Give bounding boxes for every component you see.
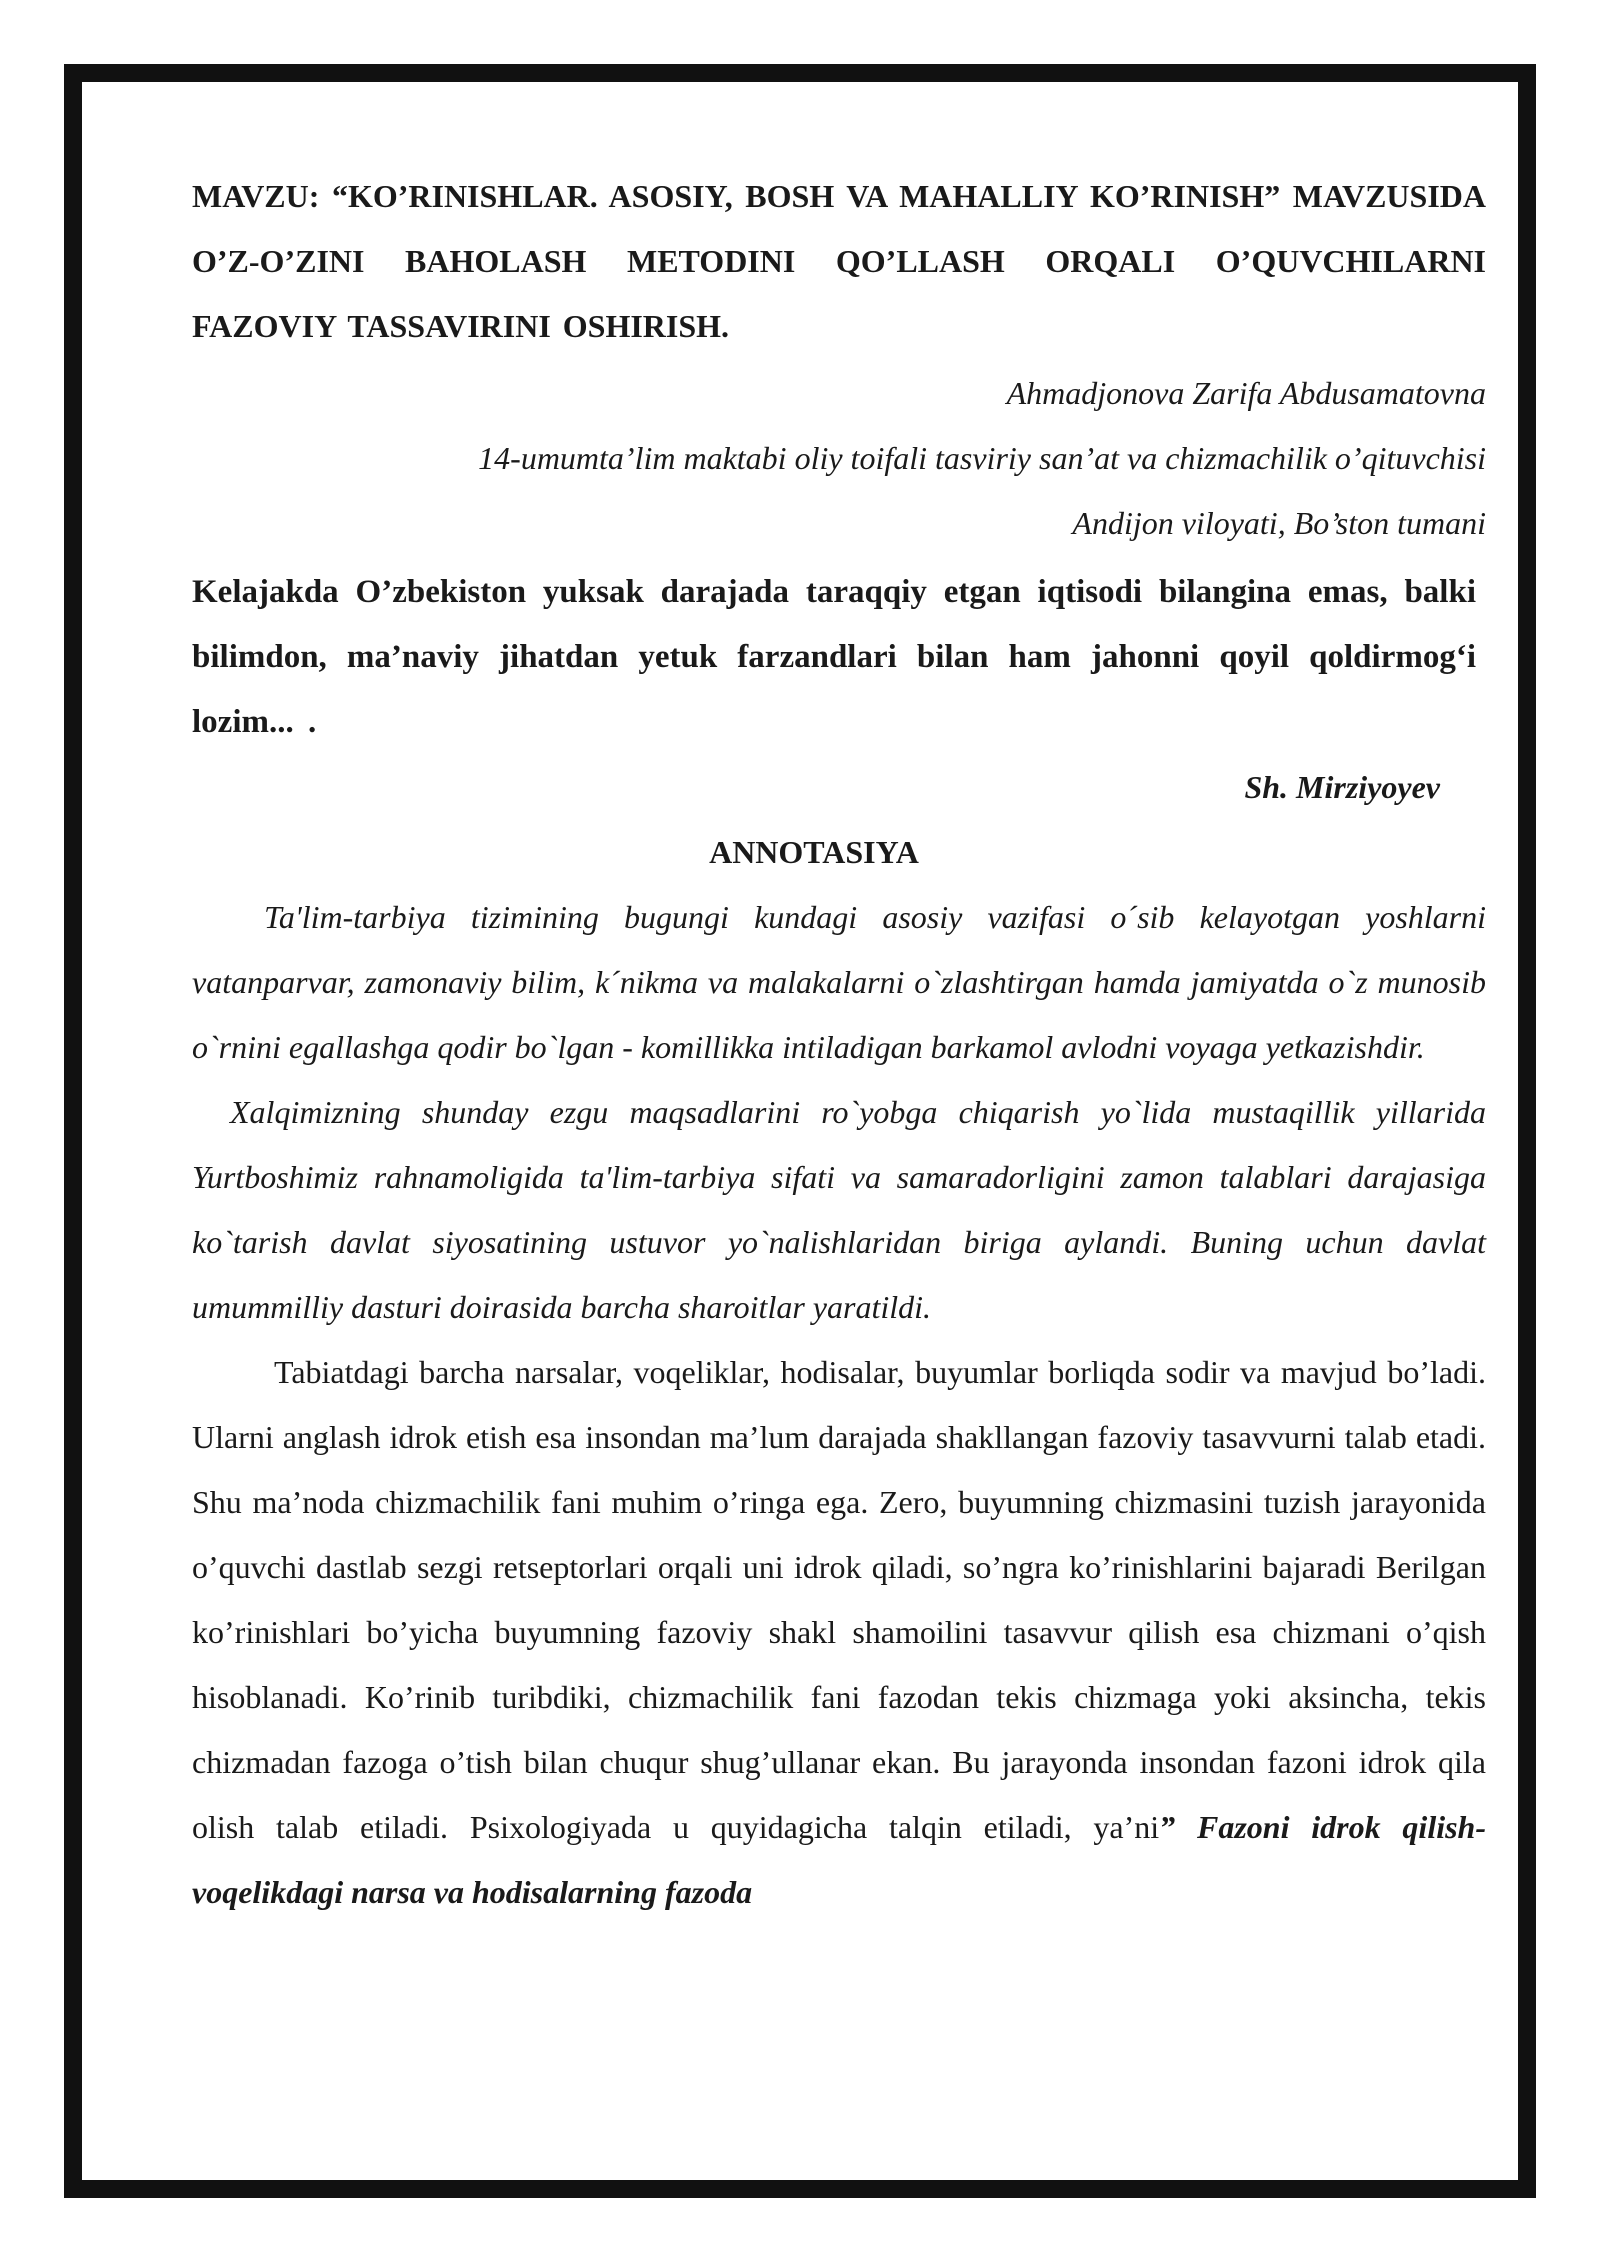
document-title: MAVZU: “KO’RINISHLAR. ASOSIY, BOSH VA MAHALLIY KO’RINISH” MAVZUSIDA O’Z-O’ZINI BAHOLASH METODINI QO’LLASH ORQALI O’QUVCHILARNI FAZOVIY TASSAVIRINI OSHIRISH. <box>192 178 1486 344</box>
author-name: Ahmadjonova Zarifa Abdusamatovna <box>1006 375 1486 411</box>
annotation-paragraph-1: Ta'lim-tarbiya tizimining bugungi kundagi asosiy vazifasi o´sib kelayotgan yoshlarni vatanparvar, zamonaviy bilim, k´nikma va malakalarni o`zlashtirgan hamda jamiyatda o`z munosib o`rnini egallashga qodir bo`lgan - komillikka intiladigan barkamol avlodni voyaga yetkazishdir. <box>192 899 1486 1065</box>
annotation-paragraph-2: Xalqimizning shunday ezgu maqsadlarini ro`yobga chiqarish yo`lida mustaqillik yillarida Yurtboshimiz rahnamoligida ta'lim-tarbiya sifati va samaradorligini zamon talablari darajasiga ko`tarish davlat siyosatining ustuvor yo`nalishlaridan biriga aylandi. Buning uchun davlat umummilliy dasturi doirasida barcha sharoitlar yaratildi. <box>192 1094 1486 1325</box>
body-paragraph-text: Tabiatdagi barcha narsalar, voqeliklar, hodisalar, buyumlar borliqda sodir va mavjud bo’ladi. Ularni anglash idrok etish esa insondan ma’lum darajada shakllangan fazoviy tasavvurni talab etadi. Shu ma’noda chizmachilik fani muhim o’ringa ega. Zero, buyumning chizmasini tuzish jarayonida o’quvchi dastlab sezgi retseptorlari orqali uni idrok qiladi, so’ngra ko’rinishlarini bajaradi Berilgan ko’rinishlari bo’yicha buyumning fazoviy shakl shamoilini tasavvur qilish esa chizmani o’qish hisoblanadi. Ko’rinib turibdiki, chizmachilik fani fazodan tekis chizmaga yoki aksincha, tekis chizmadan fazoga o’tish bilan chuqur shug’ullanar ekan. Bu jarayonda insondan fazoni idrok qila olish talab etiladi. Psixologiyada u quyidagicha talqin etiladi, ya’ni <box>192 1354 1486 1845</box>
author-location: Andijon viloyati, Bo’ston tumani <box>1072 505 1486 541</box>
annotation-heading: ANNOTASIYA <box>709 834 919 870</box>
document-body <box>192 164 1486 1925</box>
author-info <box>192 361 1486 556</box>
definition-fragment: ” Fazoni idrok qilish- voqelikdagi narsa va hodisalarning fazoda <box>192 1809 1487 1910</box>
author-position: 14-umumta’lim maktabi oliy toifali tasviriy san’at va chizmachilik o’qituvchisi <box>478 440 1486 476</box>
epigraph-quote: Kelajakda O’zbekiston yuksak darajada taraqqiy etgan iqtisodi bilangina emas, balki bilimdon, ma’naviy jihatdan yetuk farzandlari bilan ham jahonni qoyil qoldirmog‘i lozim... . <box>192 574 1476 740</box>
body-paragraph <box>192 1340 1486 1925</box>
epigraph-author: Sh. Mirziyoyev <box>1244 769 1440 805</box>
